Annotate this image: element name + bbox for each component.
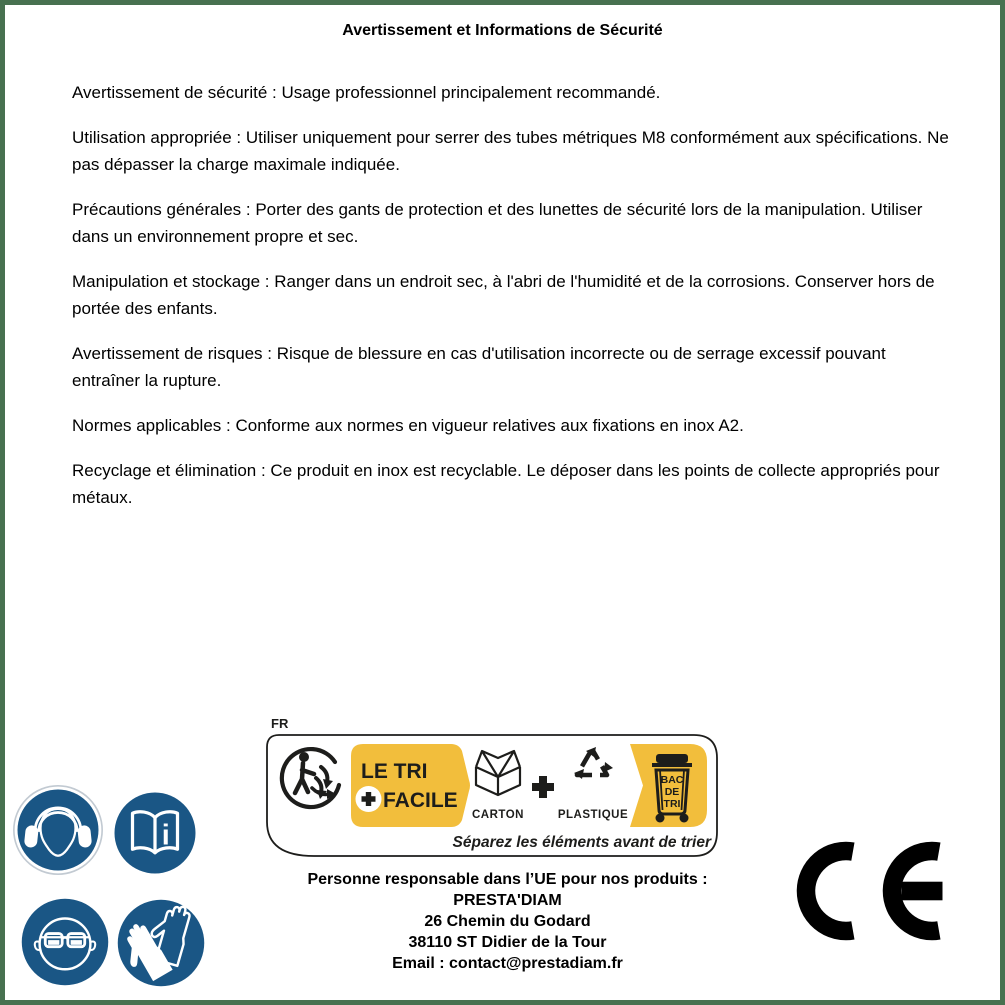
ear-protection-icon [12,784,104,881]
carton-label: CARTON [472,809,524,821]
paragraph-handling-storage: Manipulation et stockage : Ranger dans un endroit sec, à l'abri de l'humidité et de la corrosions. Conserver hors de portée des enfants. [72,272,935,318]
street-address: 26 Chemin du Godard [424,913,591,930]
sort-tagline: Séparez les éléments avant de trier [452,834,711,851]
paragraph-applicable-standards: Normes applicables : Conforme aux normes en vigueur relatives aux fixations en inox A2. [72,416,744,435]
city-address: 38110 ST Didier de la Tour [408,934,607,951]
eye-protection-icon [18,895,112,994]
paragraph-risk-warning: Avertissement de risques : Risque de blessure en cas d'utilisation incorrecte ou de serrage excessif pouvant entraîner la rupture. [72,344,886,390]
responsible-person-block [245,869,770,974]
page-title: Avertissement et Informations de Sécurité [342,22,663,39]
fr-country-code: FR [271,716,289,731]
svg-text:BAC: BAC [660,774,684,786]
svg-text:TRI: TRI [663,798,681,810]
protective-gloves-icon [114,896,208,995]
read-manual-icon [110,788,200,883]
company-name: PRESTA'DIAM [453,892,562,909]
paragraph-recycling-disposal: Recyclage et élimination : Ce produit en inox est recyclable. Le déposer dans les points de collecte appropriés pour métaux. [72,461,940,507]
responsible-person-intro: Personne responsable dans l’UE pour nos produits : [307,871,708,888]
ce-marking-icon [796,841,948,946]
info-tri-recycling-label [266,734,718,862]
paragraph-appropriate-use: Utilisation appropriée : Utiliser uniquement pour serrer des tubes métriques M8 conformément aux spécifications. Ne pas dépasser la charge maximale indiquée. [72,128,949,174]
le-tri-text: LE TRI [361,760,428,783]
paragraph-safety-warning: Avertissement de sécurité : Usage professionnel principalement recommandé. [72,83,661,102]
plastique-label: PLASTIQUE [557,809,629,821]
svg-text:DE: DE [664,786,680,798]
facile-text: FACILE [383,789,458,812]
safety-paragraphs [72,79,949,529]
paragraph-general-precautions: Précautions générales : Porter des gants de protection et des lunettes de sécurité lors de la manipulation. Utiliser dans un environnement propre et sec. [72,200,923,246]
contact-email: Email : contact@prestadiam.fr [392,955,623,972]
yellow-band-left [351,744,470,827]
svg-text:i: i [161,819,170,852]
